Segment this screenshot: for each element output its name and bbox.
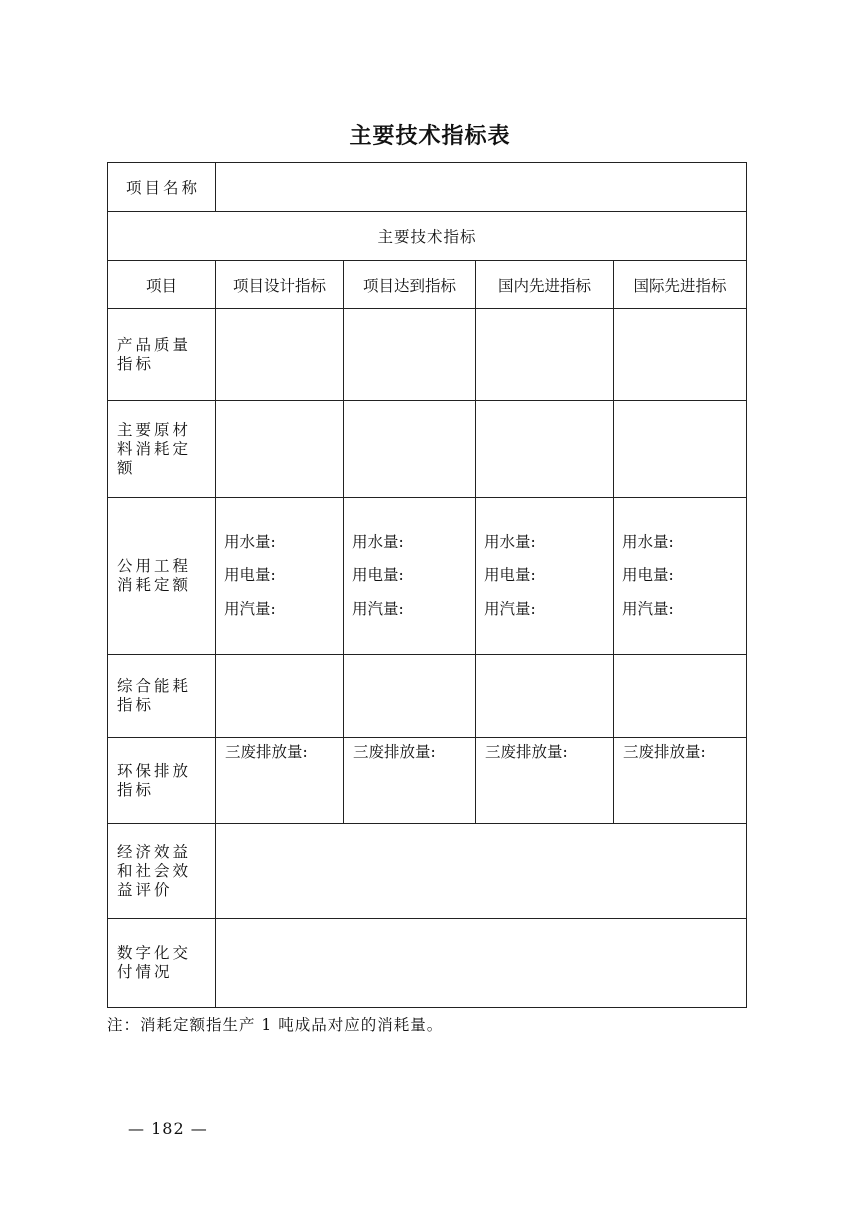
table-row-environment: [108, 738, 747, 824]
steam-usage-label: 用汽量:: [622, 599, 674, 618]
project-name-row: [108, 163, 747, 212]
table-cell: [216, 309, 344, 401]
steam-usage-label: 用汽量:: [352, 599, 404, 618]
water-usage-label: 用水量:: [352, 532, 404, 551]
table-row-raw-material: [108, 401, 747, 498]
power-usage-label: 用电量:: [622, 566, 674, 585]
utility-cell-domestic: [476, 498, 614, 655]
table-cell: [216, 655, 344, 738]
table-cell: [216, 919, 747, 1008]
technical-indicators-table: [107, 162, 747, 1008]
utility-cell-international: [614, 498, 747, 655]
table-cell: [614, 401, 747, 498]
table-cell: [344, 401, 476, 498]
water-usage-label: 用水量:: [622, 532, 674, 551]
page-title: 主要技术指标表: [349, 124, 511, 149]
power-usage-label: 用电量:: [224, 566, 276, 585]
table-row-benefit: [108, 824, 747, 919]
row-label-utility: 公用工程消耗定额: [108, 498, 216, 655]
table-cell: [344, 655, 476, 738]
water-usage-label: 用水量:: [484, 532, 536, 551]
steam-usage-label: 用汽量:: [484, 599, 536, 618]
table-cell: [614, 309, 747, 401]
table-cell: [476, 401, 614, 498]
table-cell: [614, 655, 747, 738]
row-label-digital: 数字化交付情况: [108, 919, 216, 1008]
column-header-achieved: 项目达到指标: [344, 261, 476, 309]
column-header-international: 国际先进指标: [614, 261, 747, 309]
waste-emission-label: 三废排放量:: [614, 738, 747, 824]
column-header-item: 项目: [108, 261, 216, 309]
page-number: — 182 —: [128, 1119, 208, 1138]
water-usage-label: 用水量:: [224, 532, 276, 551]
table-cell: [476, 309, 614, 401]
column-header-design: 项目设计指标: [216, 261, 344, 309]
project-name-value: [216, 163, 747, 212]
row-label-product-quality: 产品质量指标: [108, 309, 216, 401]
table-cell: [344, 309, 476, 401]
section-header-row: [108, 212, 747, 261]
table-row-digital: [108, 919, 747, 1008]
waste-emission-label: 三废排放量:: [476, 738, 614, 824]
project-name-label: 项目名称: [108, 163, 216, 212]
waste-emission-label: 三废排放量:: [344, 738, 476, 824]
utility-cell-achieved: [344, 498, 476, 655]
table-row-energy: [108, 655, 747, 738]
row-label-energy: 综合能耗指标: [108, 655, 216, 738]
waste-emission-label: 三废排放量:: [216, 738, 344, 824]
table-row-product-quality: [108, 309, 747, 401]
table-cell: [216, 824, 747, 919]
table-cell: [216, 401, 344, 498]
row-label-benefit: 经济效益和社会效益评价: [108, 824, 216, 919]
power-usage-label: 用电量:: [352, 566, 404, 585]
row-label-environment: 环保排放指标: [108, 738, 216, 824]
column-header-row: [108, 261, 747, 309]
power-usage-label: 用电量:: [484, 566, 536, 585]
section-header: 主要技术指标: [108, 212, 747, 261]
steam-usage-label: 用汽量:: [224, 599, 276, 618]
row-label-raw-material: 主要原材料消耗定额: [108, 401, 216, 498]
table-cell: [476, 655, 614, 738]
table-row-utility: [108, 498, 747, 655]
footnote: 注：消耗定额指生产 1 吨成品对应的消耗量。: [107, 1016, 444, 1034]
utility-cell-design: [216, 498, 344, 655]
column-header-domestic: 国内先进指标: [476, 261, 614, 309]
